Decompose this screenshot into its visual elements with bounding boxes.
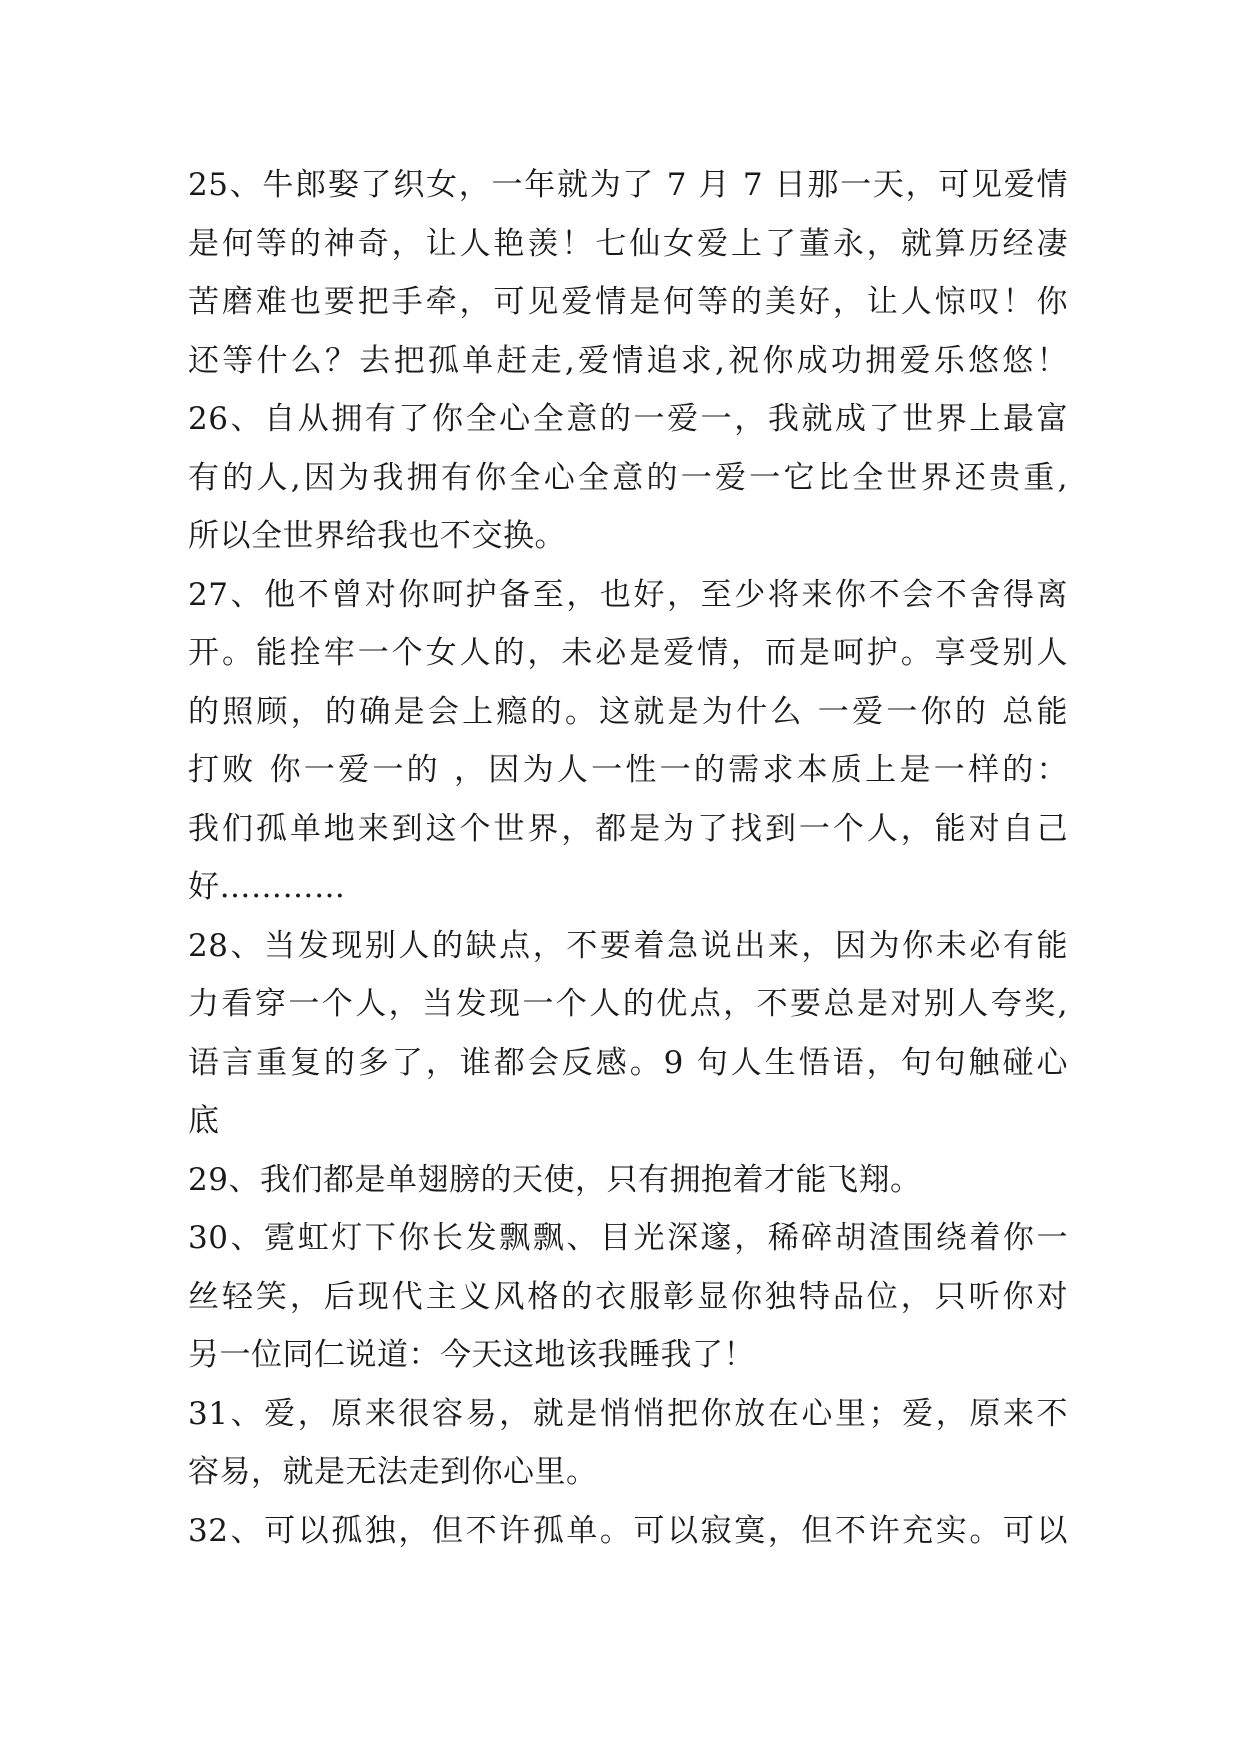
text-line: 还等什么？去把孤单赶走,爱情追求,祝你成功拥爱乐悠悠！ — [188, 342, 1068, 379]
text-line: 苦磨难也要把手牵，可见爱情是何等的美好，让人惊叹！你 — [188, 284, 1068, 320]
text-line: 好………… — [188, 869, 346, 905]
text-line: 有的人,因为我拥有你全心全意的一爱一它比全世界还贵重, — [188, 459, 1068, 496]
text-line: 31、爱，原来很容易，就是悄悄把你放在心里；爱，原来不 — [188, 1395, 1068, 1432]
text-line: 32、可以孤独，但不许孤单。可以寂寞，但不许充实。可以 — [188, 1512, 1068, 1549]
text-line: 语言重复的多了，谁都会反感。9 句人生悟语，句句触碰心 — [188, 1044, 1068, 1081]
text-line: 力看穿一个人，当发现一个人的优点，不要总是对别人夸奖, — [188, 986, 1068, 1022]
text-line: 是何等的神奇，让人艳羡！七仙女爱上了董永，就算历经凄 — [188, 225, 1068, 262]
text-line: 26、自从拥有了你全心全意的一爱一，我就成了世界上最富 — [188, 401, 1068, 437]
text-line: 29、我们都是单翅膀的天使，只有拥抱着才能飞翔。 — [188, 1161, 922, 1198]
text-line: 28、当发现别人的缺点，不要着急说出来，因为你未必有能 — [188, 927, 1068, 964]
text-line: 丝轻笑，后现代主义风格的衣服彰显你独特品位，只听你对 — [188, 1278, 1068, 1315]
text-line: 30、霓虹灯下你长发飘飘、目光深邃，稀碎胡渣围绕着你一 — [188, 1220, 1068, 1256]
text-line: 开。能拴牢一个女人的，未必是爱情，而是呵护。享受别人 — [188, 635, 1068, 671]
text-line: 底 — [188, 1103, 220, 1139]
document-body — [188, 156, 1068, 1560]
text-line: 打败 你一爱一的 ，因为人一性一的需求本质上是一样的： — [188, 752, 1068, 788]
text-line: 的照顾，的确是会上瘾的。这就是为什么 一爱一你的 总能 — [188, 693, 1068, 730]
text-line: 容易，就是无法走到你心里。 — [188, 1454, 598, 1490]
text-line: 另一位同仁说道：今天这地该我睡我了！ — [188, 1337, 755, 1373]
text-line: 27、他不曾对你呵护备至，也好，至少将来你不会不舍得离 — [188, 576, 1068, 613]
text-line: 25、牛郎娶了织女，一年就为了 7 月 7 日那一天，可见爱情 — [188, 167, 1068, 203]
text-line: 所以全世界给我也不交换。 — [188, 518, 566, 554]
text-line: 我们孤单地来到这个世界，都是为了找到一个人，能对自己 — [188, 810, 1068, 847]
